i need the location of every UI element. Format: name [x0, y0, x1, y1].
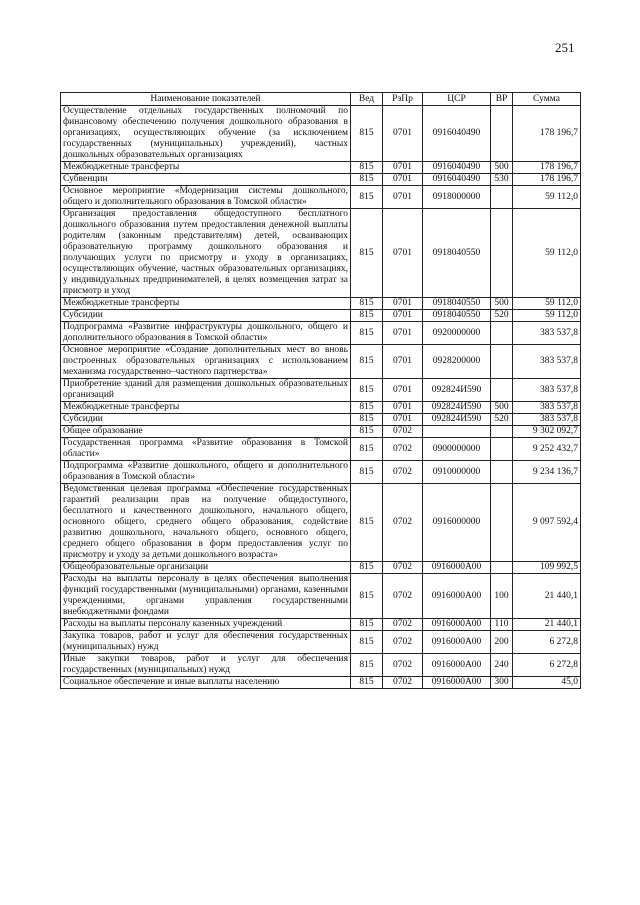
row-name: Основное мероприятие «Модернизация системы дошкольного, общего и дополнительного образования в Томской области»: [61, 186, 351, 209]
table-row: [61, 574, 581, 619]
budget-table: [60, 92, 581, 689]
table-row: [61, 677, 581, 689]
row-ved: 815: [351, 209, 383, 298]
row-name: Ведомственная целевая программа «Обеспечение государственных гарантий реализации прав на получение общедоступного, бесплатного и качественного дошкольного, начального общего, основного общего, среднего общего образования, содействие развитию дошкольного, начального общего, основного общего, среднего общего образования в форм предоставления услуг по присмотру и уходу за детьми дошкольного возраста»: [61, 484, 351, 562]
row-name: Субвенции: [61, 174, 351, 186]
table-row: [61, 345, 581, 379]
row-ved: 815: [351, 298, 383, 310]
header-sum: Сумма: [513, 93, 581, 106]
row-rzpr: 0701: [383, 298, 423, 310]
row-csr: 0916040490: [423, 106, 491, 162]
table-row: [61, 438, 581, 461]
table-body: [61, 106, 581, 689]
row-rzpr: 0701: [383, 174, 423, 186]
row-name: Приобретение зданий для размещения дошкольных образовательных организаций: [61, 379, 351, 402]
row-vr: 520: [491, 414, 513, 426]
row-sum: 21 440,1: [513, 574, 581, 619]
row-csr: 0916000A00: [423, 574, 491, 619]
row-sum: 6 272,8: [513, 654, 581, 677]
row-sum: 6 272,8: [513, 631, 581, 654]
row-ved: 815: [351, 414, 383, 426]
row-rzpr: 0702: [383, 631, 423, 654]
row-csr: 0916040490: [423, 174, 491, 186]
row-vr: 500: [491, 298, 513, 310]
row-ved: 815: [351, 461, 383, 484]
row-csr: 0928200000: [423, 345, 491, 379]
row-ved: 815: [351, 345, 383, 379]
row-csr: 0918040550: [423, 209, 491, 298]
row-name: Организация предоставления общедоступного бесплатного дошкольного образования путем предоставления денежной выплаты родителям (законным представителям) детей, осваивающих образовательную программу дошкольного образования и получающих услуги по присмотру и уходу в организациях, осуществляющих обучение, частных образовательных организациях, у индивидуальных предпринимателей, в целях возмещения затрат за присмотр и уход: [61, 209, 351, 298]
row-rzpr: 0702: [383, 438, 423, 461]
row-vr: [491, 186, 513, 209]
row-vr: [491, 345, 513, 379]
row-vr: 240: [491, 654, 513, 677]
row-rzpr: 0702: [383, 654, 423, 677]
row-ved: 815: [351, 562, 383, 574]
row-name: Межбюджетные трансферты: [61, 162, 351, 174]
row-vr: 300: [491, 677, 513, 689]
row-name: Субсидии: [61, 414, 351, 426]
row-ved: 815: [351, 654, 383, 677]
row-vr: [491, 461, 513, 484]
row-sum: 59 112,0: [513, 298, 581, 310]
row-ved: 815: [351, 322, 383, 345]
row-vr: 500: [491, 162, 513, 174]
row-vr: 100: [491, 574, 513, 619]
row-sum: 178 196,7: [513, 162, 581, 174]
row-ved: 815: [351, 162, 383, 174]
table-row: [61, 310, 581, 322]
row-sum: 59 112,0: [513, 310, 581, 322]
row-csr: 0900000000: [423, 438, 491, 461]
row-vr: [491, 209, 513, 298]
row-name: Основное мероприятие «Создание дополнительных мест во вновь построенных образовательных организациях с использованием механизма государственно–частного партнерства»: [61, 345, 351, 379]
row-rzpr: 0701: [383, 209, 423, 298]
row-rzpr: 0702: [383, 461, 423, 484]
row-vr: 530: [491, 174, 513, 186]
row-sum: 9 302 092,7: [513, 426, 581, 438]
header-vr: ВР: [491, 93, 513, 106]
row-csr: 092824И590: [423, 414, 491, 426]
row-name: Социальное обеспечение и иные выплаты населению: [61, 677, 351, 689]
row-rzpr: 0701: [383, 310, 423, 322]
row-csr: 0916040490: [423, 162, 491, 174]
row-ved: 815: [351, 574, 383, 619]
row-ved: 815: [351, 310, 383, 322]
row-rzpr: 0702: [383, 619, 423, 631]
row-ved: 815: [351, 619, 383, 631]
row-ved: 815: [351, 379, 383, 402]
row-ved: 815: [351, 186, 383, 209]
row-rzpr: 0702: [383, 574, 423, 619]
row-ved: 815: [351, 677, 383, 689]
row-ved: 815: [351, 631, 383, 654]
header-rzpr: РзПр: [383, 93, 423, 106]
table-row: [61, 379, 581, 402]
table-row: [61, 298, 581, 310]
row-vr: [491, 438, 513, 461]
row-csr: 092824И590: [423, 402, 491, 414]
header-csr: ЦСР: [423, 93, 491, 106]
table-row: [61, 414, 581, 426]
row-ved: 815: [351, 106, 383, 162]
row-sum: 178 196,7: [513, 106, 581, 162]
row-name: Подпрограмма «Развитие дошкольного, общего и дополнительного образования в Томской области»: [61, 461, 351, 484]
row-name: Иные закупки товаров, работ и услуг для обеспечения государственных (муниципальных) нужд: [61, 654, 351, 677]
row-rzpr: 0702: [383, 426, 423, 438]
row-csr: 0916000A00: [423, 631, 491, 654]
row-sum: 9 252 432,7: [513, 438, 581, 461]
row-rzpr: 0701: [383, 379, 423, 402]
table-row: [61, 162, 581, 174]
table-row: [61, 631, 581, 654]
row-vr: [491, 484, 513, 562]
row-vr: [491, 106, 513, 162]
table-row: [61, 461, 581, 484]
table-row: [61, 562, 581, 574]
row-sum: 45,0: [513, 677, 581, 689]
row-csr: 0910000000: [423, 461, 491, 484]
row-csr: 0916000A00: [423, 654, 491, 677]
row-rzpr: 0701: [383, 186, 423, 209]
row-rzpr: 0701: [383, 322, 423, 345]
row-csr: 0916000000: [423, 484, 491, 562]
row-csr: 0918040550: [423, 298, 491, 310]
table-row: [61, 322, 581, 345]
header-ved: Вед: [351, 93, 383, 106]
table-row: [61, 402, 581, 414]
row-csr: [423, 426, 491, 438]
row-csr: 0918000000: [423, 186, 491, 209]
table-header-row: [61, 93, 581, 106]
row-csr: 0920000000: [423, 322, 491, 345]
row-name: Государственная программа «Развитие образования в Томской области»: [61, 438, 351, 461]
row-name: Расходы на выплаты персоналу казенных учреждений: [61, 619, 351, 631]
row-name: Расходы на выплаты персоналу в целях обеспечения выполнения функций государственными (муниципальными) органами, казенными учреждениями, органами управления государственными внебюджетными фондами: [61, 574, 351, 619]
row-rzpr: 0701: [383, 106, 423, 162]
table-row: [61, 186, 581, 209]
row-sum: 383 537,8: [513, 402, 581, 414]
row-rzpr: 0701: [383, 414, 423, 426]
table-row: [61, 106, 581, 162]
row-ved: 815: [351, 402, 383, 414]
row-ved: 815: [351, 426, 383, 438]
row-sum: 9 097 592,4: [513, 484, 581, 562]
row-sum: 178 196,7: [513, 174, 581, 186]
row-vr: [491, 562, 513, 574]
row-name: Общее образование: [61, 426, 351, 438]
row-vr: [491, 426, 513, 438]
table-row: [61, 484, 581, 562]
row-name: Общеобразовательные организации: [61, 562, 351, 574]
table-row: [61, 654, 581, 677]
row-csr: 0916000A00: [423, 677, 491, 689]
row-name: Осуществление отдельных государственных полномочий по финансовому обеспечению получения дошкольного образования в организациях, осуществляющих обучение (за исключением государственных (муниципальных) учреждений), частных дошкольных образовательных организациях: [61, 106, 351, 162]
row-sum: 383 537,8: [513, 322, 581, 345]
row-rzpr: 0701: [383, 402, 423, 414]
row-csr: 0916000A00: [423, 562, 491, 574]
row-sum: 59 112,0: [513, 209, 581, 298]
row-sum: 9 234 136,7: [513, 461, 581, 484]
row-name: Межбюджетные трансферты: [61, 298, 351, 310]
row-csr: 092824И590: [423, 379, 491, 402]
row-csr: 0916000A00: [423, 619, 491, 631]
row-sum: 383 537,8: [513, 345, 581, 379]
row-vr: 110: [491, 619, 513, 631]
row-ved: 815: [351, 484, 383, 562]
row-sum: 383 537,8: [513, 379, 581, 402]
row-vr: 520: [491, 310, 513, 322]
row-sum: 59 112,0: [513, 186, 581, 209]
row-sum: 109 992,5: [513, 562, 581, 574]
row-sum: 21 440,1: [513, 619, 581, 631]
row-csr: 0918040550: [423, 310, 491, 322]
row-ved: 815: [351, 174, 383, 186]
row-rzpr: 0702: [383, 484, 423, 562]
table-row: [61, 426, 581, 438]
table-row: [61, 619, 581, 631]
row-vr: 200: [491, 631, 513, 654]
row-ved: 815: [351, 438, 383, 461]
row-vr: [491, 379, 513, 402]
row-rzpr: 0702: [383, 677, 423, 689]
row-name: Межбюджетные трансферты: [61, 402, 351, 414]
row-vr: 500: [491, 402, 513, 414]
row-rzpr: 0701: [383, 345, 423, 379]
row-name: Субсидии: [61, 310, 351, 322]
row-name: Подпрограмма «Развитие инфраструктуры дошкольного, общего и дополнительного образования в Томской области»: [61, 322, 351, 345]
header-name: Наименование показателей: [61, 93, 351, 106]
row-name: Закупка товаров, работ и услуг для обеспечения государственных (муниципальных) нужд: [61, 631, 351, 654]
table-row: [61, 209, 581, 298]
row-vr: [491, 322, 513, 345]
row-sum: 383 537,8: [513, 414, 581, 426]
page-number: 251: [555, 40, 575, 55]
row-rzpr: 0702: [383, 562, 423, 574]
table-row: [61, 174, 581, 186]
row-rzpr: 0701: [383, 162, 423, 174]
